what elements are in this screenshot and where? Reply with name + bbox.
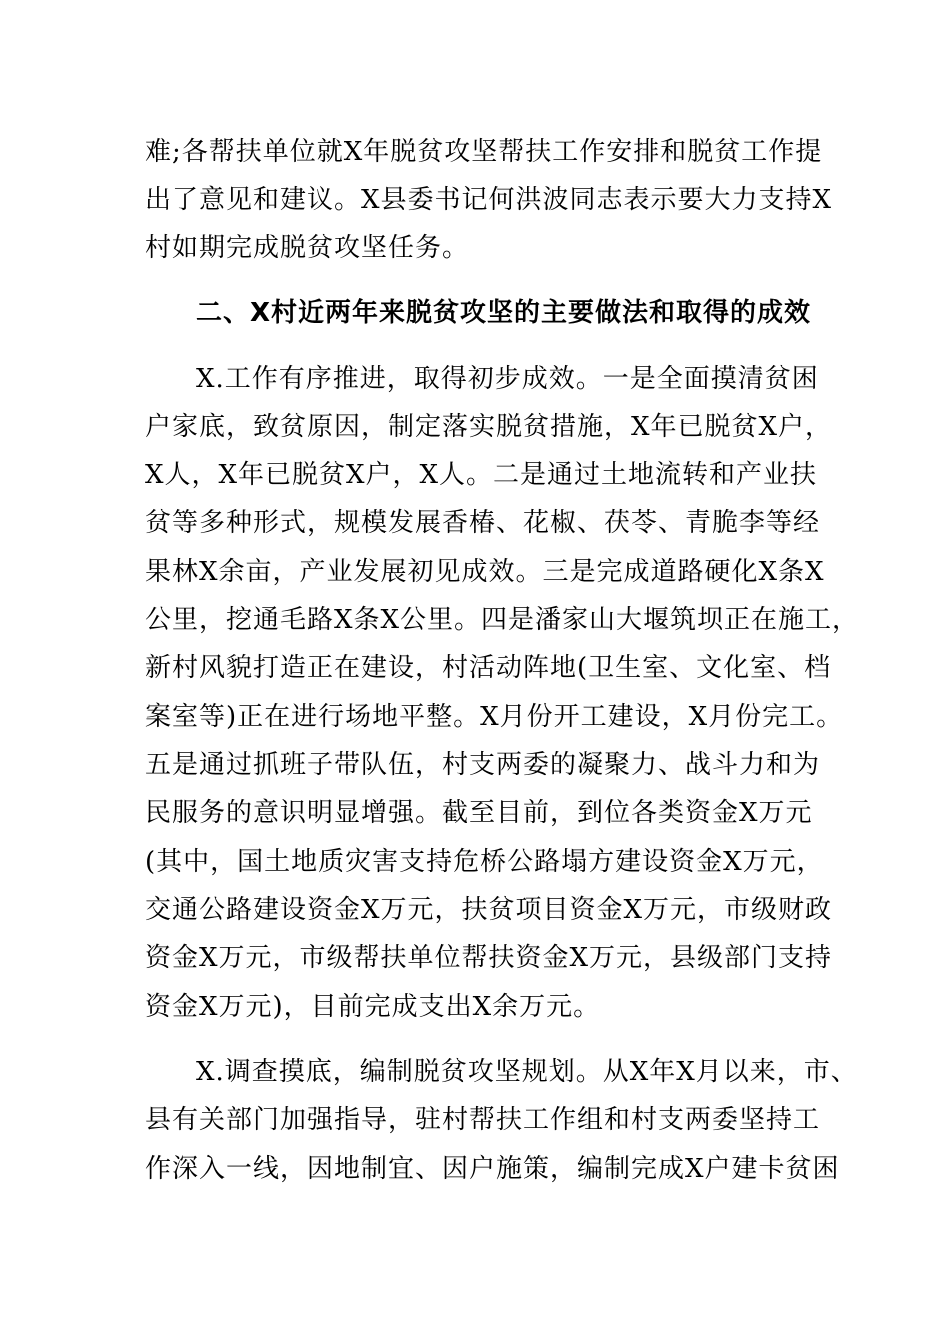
text-line: 交通公路建设资金X万元，扶贫项目资金X万元，市级财政 (145, 895, 833, 925)
text-line: 果林X余亩，产业发展初见成效。三是完成道路硬化X条X (145, 557, 825, 587)
text-line: 户家底，致贫原因，制定落实脱贫措施，X年已脱贫X户， (145, 412, 833, 442)
text-line: 作深入一线，因地制宜、因户施策，编制完成X户建卡贫困 (145, 1154, 840, 1184)
text-line: 案室等)正在进行场地平整。X月份开工建设，X月份完工。 (145, 702, 844, 732)
text-line: 贫等多种形式，规模发展香椿、花椒、茯苓、青脆李等经 (145, 508, 821, 538)
paragraph-first-line: X.工作有序推进，取得初步成效。一是全面摸清贫困 (196, 364, 819, 394)
text-line: 新村风貌打造正在建设，村活动阵地(卫生室、文化室、档 (145, 653, 832, 683)
section-heading: 二、X村近两年来脱贫攻坚的主要做法和取得的成效 (196, 298, 812, 328)
text-line: 资金X万元)，目前完成支出X余万元。 (145, 992, 601, 1022)
text-line: 资金X万元，市级帮扶单位帮扶资金X万元，县级部门支持 (145, 943, 833, 973)
paragraph-first-line: X.调查摸底，编制脱贫攻坚规划。从X年X月以来，市、 (196, 1057, 858, 1087)
text-line: 村如期完成脱贫攻坚任务。 (145, 233, 470, 263)
text-line: 民服务的意识明显增强。截至目前，到位各类资金X万元 (145, 798, 813, 828)
text-line: 出了意见和建议。X县委书记何洪波同志表示要大力支持X (145, 185, 833, 215)
text-line: 难;各帮扶单位就X年脱贫攻坚帮扶工作安排和脱贫工作提 (145, 137, 823, 167)
text-line: 公里，挖通毛路X条X公里。四是潘家山大堰筑坝正在施工， (145, 605, 860, 635)
text-line: X人，X年已脱贫X户，X人。二是通过土地流转和产业扶 (145, 460, 818, 490)
text-line: 五是通过抓班子带队伍，村支两委的凝聚力、战斗力和为 (145, 750, 821, 780)
text-line: (其中，国土地质灾害支持危桥公路塌方建设资金X万元， (145, 847, 824, 877)
text-line: 县有关部门加强指导，驻村帮扶工作组和村支两委坚持工 (145, 1105, 821, 1135)
